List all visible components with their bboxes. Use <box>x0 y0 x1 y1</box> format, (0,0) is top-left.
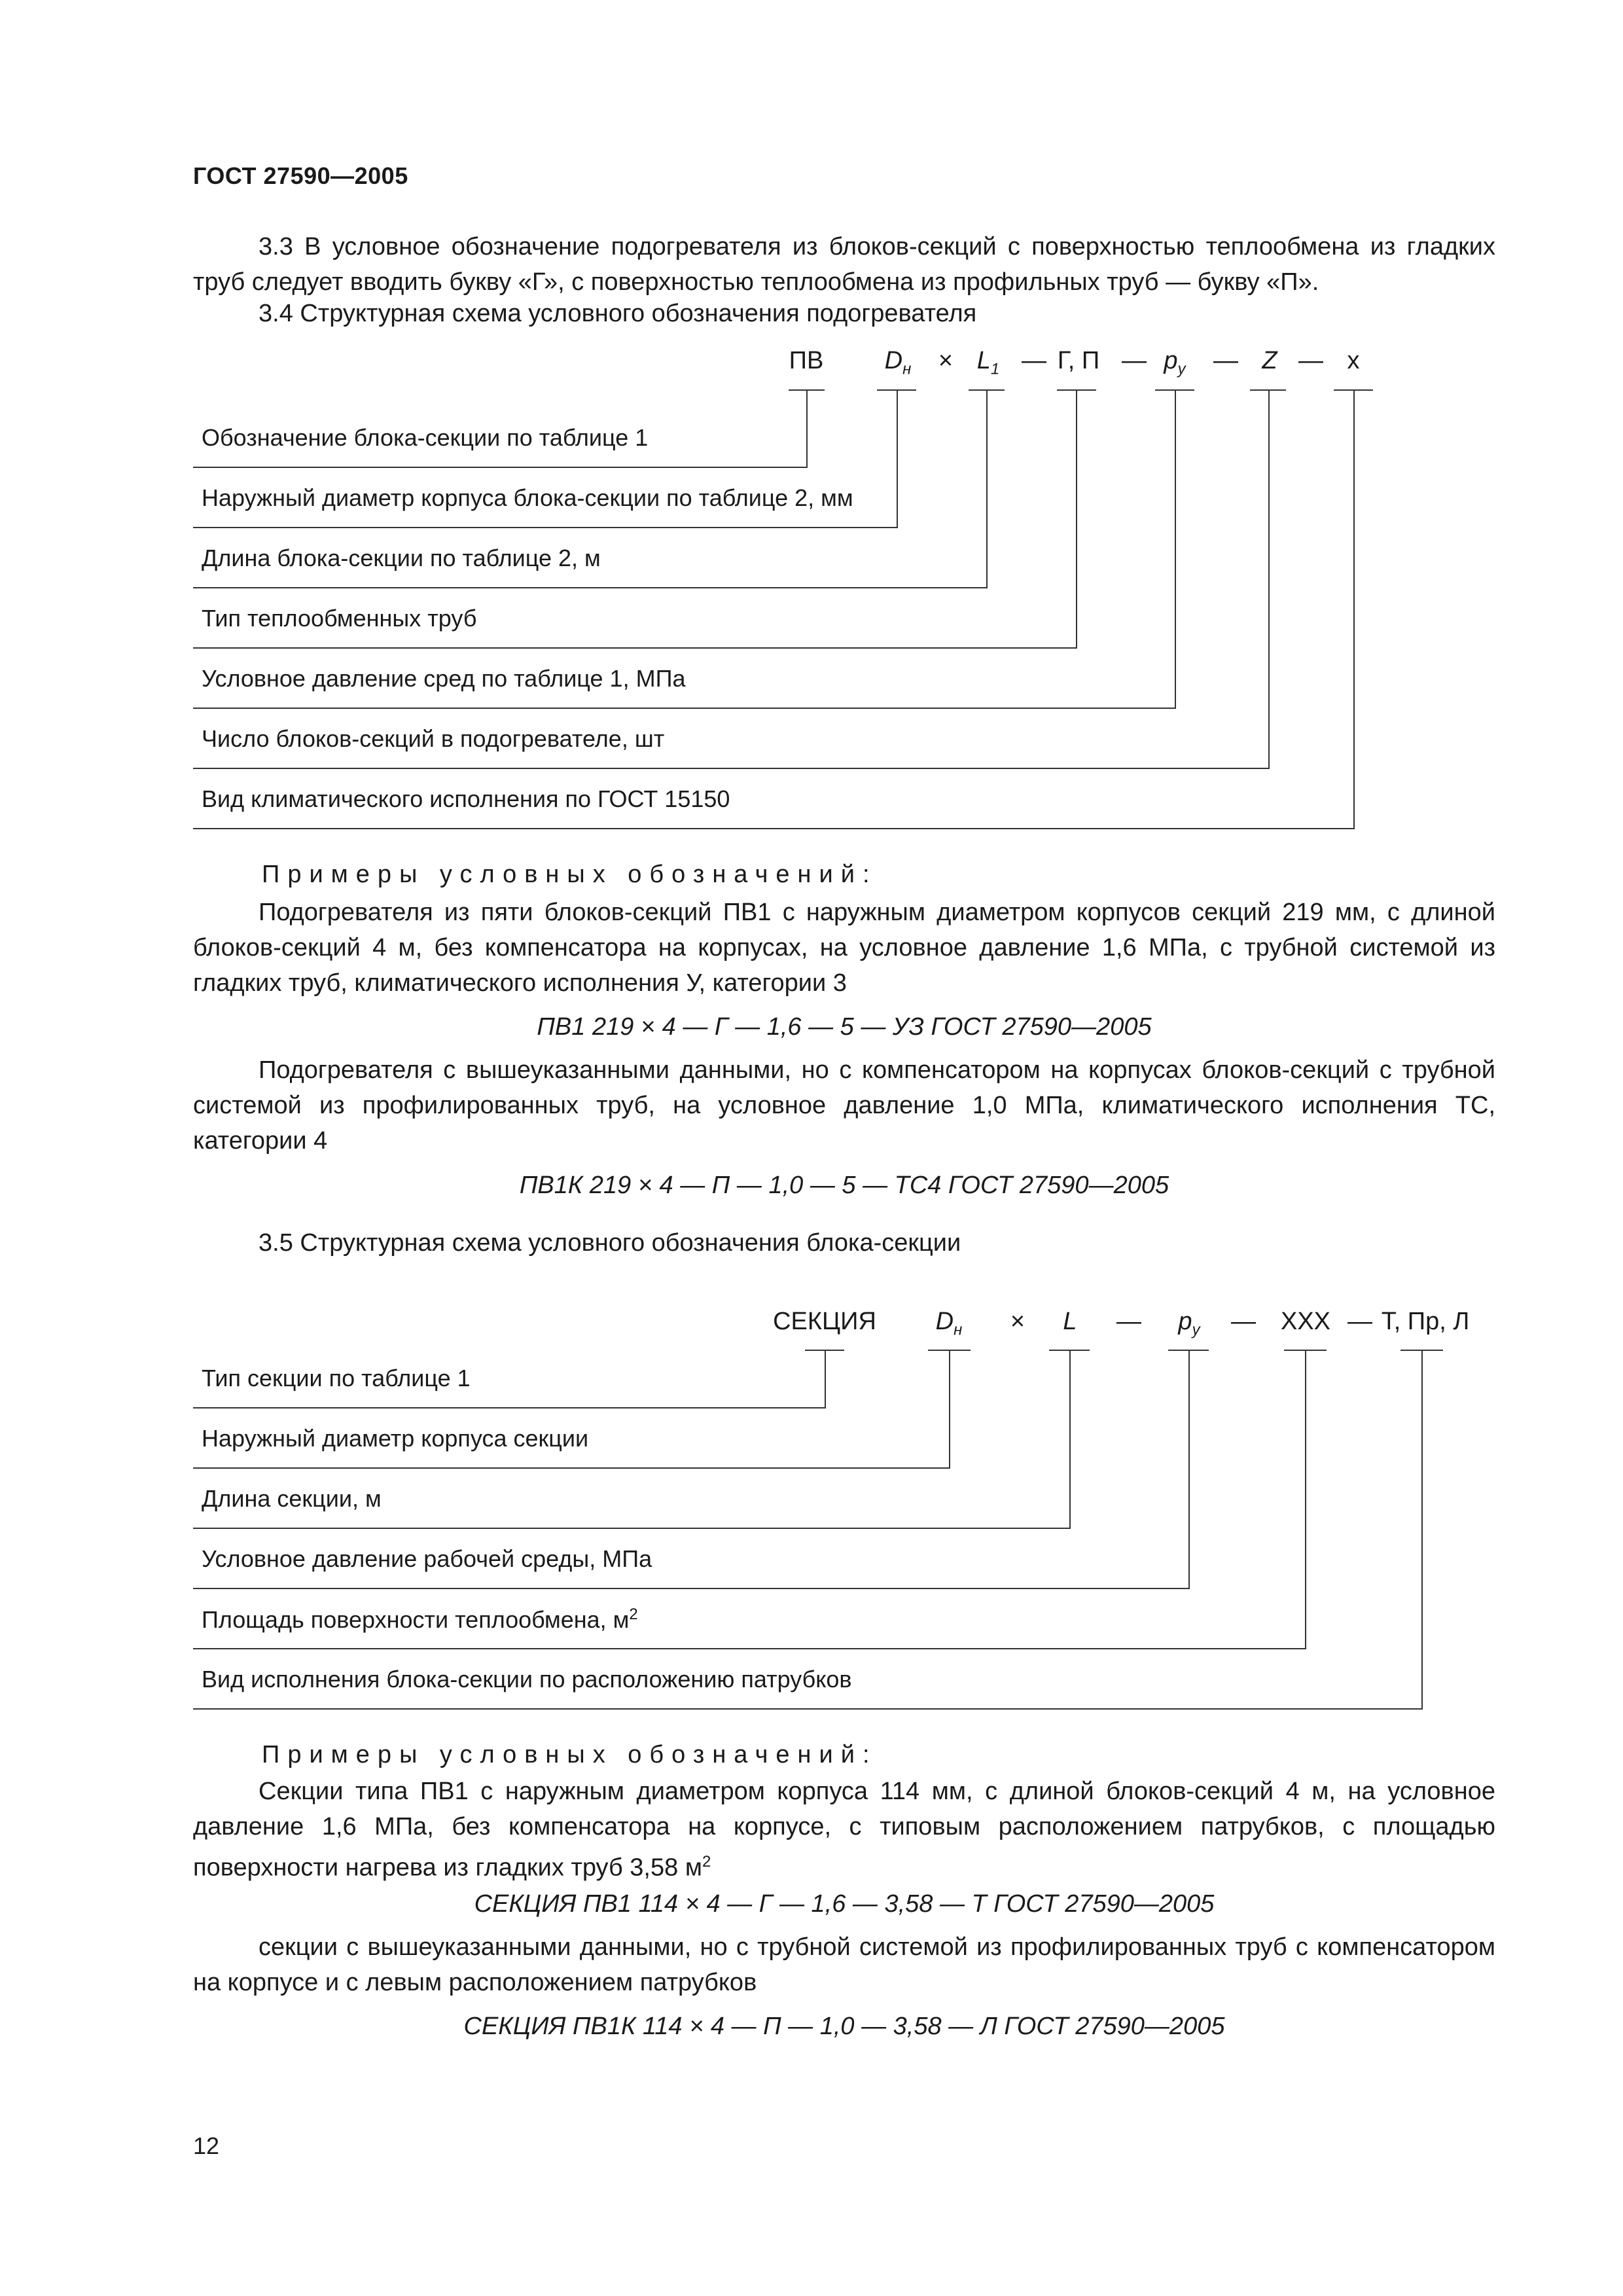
connector-p <box>1188 1350 1190 1588</box>
sym-dash-1: — <box>1022 347 1046 374</box>
example-formula: ПВ1 219 × 4 — Г — 1,6 — 5 — УЗ ГОСТ 27590—2005 <box>537 1013 1152 1041</box>
sym-length <box>977 347 1000 379</box>
diagram-label: Тип теплообменных труб <box>202 605 477 632</box>
diagram-label: Наружный диаметр корпуса блока-секции по таблице 2, мм <box>202 484 853 511</box>
connector-section <box>825 1350 826 1408</box>
sym-x: х <box>1347 347 1360 374</box>
diagram-label: Условное давление рабочей среды, МПа <box>202 1545 652 1572</box>
section-3-3-paragraph: 3.3 В условное обозначение подогревателя из блоков-секций с поверхностью теплообмена из гладких труб следует вводить букву «Г», с поверхностью теплообмена из профильных труб — букву «П». <box>193 233 1495 296</box>
leader-line-1 <box>193 467 808 468</box>
leader-line-5 <box>193 1648 1306 1649</box>
sym-d-subscript: н <box>902 360 912 378</box>
leader-line-4 <box>193 1588 1190 1589</box>
diagram-label: Наружный диаметр корпуса секции <box>202 1425 589 1452</box>
connector-gp <box>1076 390 1077 649</box>
sym-times: × <box>1010 1308 1026 1335</box>
diagram-label: Тип секции по таблице 1 <box>202 1365 471 1391</box>
sym-l-letter: L <box>976 347 991 374</box>
sym-d-letter: D <box>935 1308 954 1335</box>
diagram-label: Вид исполнения блока-секции по расположению патрубков <box>202 1666 852 1693</box>
example-formula: ПВ1К 219 × 4 — П — 1,0 — 5 — ТС4 ГОСТ 27590—2005 <box>519 1172 1169 1199</box>
leader-line-2 <box>193 527 898 528</box>
connector-l <box>1069 1350 1071 1528</box>
sym-p-subscript: у <box>1177 360 1186 378</box>
connector-l <box>986 390 988 588</box>
sym-xxx: ХХХ <box>1280 1308 1331 1335</box>
sym-pv: ПВ <box>789 347 824 374</box>
superscript: 2 <box>629 1605 638 1623</box>
leader-line-3 <box>193 1528 1071 1529</box>
diagram-label: Вид климатического исполнения по ГОСТ 15150 <box>202 785 730 812</box>
example-text-body: Секции типа ПВ1 с наружным диаметром корпуса 114 мм, с длиной блоков-секций 4 м, на условное давление 1,6 МПа, без компенсатора на корпусе, с типовым расположением патрубков, с площадью поверхности нагрева из гладких труб 3,58 м <box>193 1778 1495 1882</box>
diagram-label: Длина блока-секции по таблице 2, м <box>202 545 601 571</box>
sym-pressure <box>1164 347 1185 379</box>
connector-d <box>897 390 898 528</box>
leader-line-3 <box>193 587 988 588</box>
document-header: ГОСТ 27590—2005 <box>193 162 408 189</box>
sym-d-subscript: н <box>954 1321 963 1339</box>
connector-d <box>949 1350 950 1468</box>
sym-tprl: Т, Пр, Л <box>1381 1308 1470 1335</box>
superscript: 2 <box>702 1853 711 1871</box>
leader-line-1 <box>193 1407 826 1408</box>
leader-line-7 <box>193 828 1355 829</box>
connector-x <box>1353 390 1355 829</box>
sym-dash-3: — <box>1347 1308 1372 1335</box>
sym-l-subscript: 1 <box>990 360 1000 378</box>
example-text: секции с вышеуказанными данными, но с трубной системой из профилированных труб с компенсатором на корпусе и с левым расположением патрубков <box>193 1933 1495 1996</box>
diagram-label-text: Площадь поверхности теплообмена, м <box>202 1606 630 1633</box>
connector-tprl <box>1421 1350 1423 1709</box>
section-3-4-heading: 3.4 Структурная схема условного обозначения подогревателя <box>259 300 977 327</box>
diagram-label: Обозначение блока-секции по таблице 1 <box>202 424 649 451</box>
sym-p-letter: p <box>1178 1308 1192 1335</box>
leader-line-6 <box>193 768 1270 769</box>
example-text: Подогревателя с вышеуказанными данными, но с компенсатором на корпусах блоков-секций с трубной системой из профилированных труб, на условное давление 1,0 МПа, климатического исполнения ТС, категории 4 <box>193 1056 1495 1155</box>
diagram-label: Длина секции, м <box>202 1485 382 1512</box>
diagram-label: Число блоков-секций в подогревателе, шт <box>202 725 665 752</box>
sym-dash-3: — <box>1213 347 1238 374</box>
leader-line-2 <box>193 1467 950 1469</box>
sym-outer-diameter <box>885 347 912 379</box>
sym-tube-type: Г, П <box>1057 347 1100 374</box>
sym-d-letter: D <box>884 347 903 374</box>
section-3-5-heading: 3.5 Структурная схема условного обозначения блока-секции <box>259 1229 961 1257</box>
page-number: 12 <box>193 2132 220 2159</box>
sym-dash-2: — <box>1122 347 1147 374</box>
sym-dash-1: — <box>1116 1308 1141 1335</box>
connector-z <box>1268 390 1270 769</box>
connector-p <box>1175 390 1176 709</box>
sym-length: L <box>1063 1308 1077 1335</box>
diagram-label: Условное давление сред по таблице 1, МПа <box>202 665 686 692</box>
sym-outer-diameter <box>936 1308 963 1340</box>
sym-pressure <box>1178 1308 1200 1340</box>
examples-heading: Примеры условных обозначений: <box>262 1741 878 1768</box>
leader-line-5 <box>193 708 1176 709</box>
diagram-label <box>202 1605 638 1634</box>
sym-z: Z <box>1262 347 1277 374</box>
leader-line-4 <box>193 647 1077 649</box>
examples-heading: Примеры условных обозначений: <box>262 861 878 888</box>
example-text <box>193 1774 1495 1886</box>
leader-line-6 <box>193 1708 1423 1710</box>
example-formula: СЕКЦИЯ ПВ1 114 × 4 — Г — 1,6 — 3,58 — Т ГОСТ 27590—2005 <box>474 1890 1215 1918</box>
sym-section: СЕКЦИЯ <box>773 1308 876 1335</box>
sym-p-letter: p <box>1164 347 1178 374</box>
sym-dash-4: — <box>1298 347 1323 374</box>
sym-times: × <box>938 347 954 374</box>
sym-p-subscript: у <box>1192 1321 1200 1339</box>
example-text: Подогревателя из пяти блоков-секций ПВ1 с наружным диаметром корпусов секций 219 мм, с длиной блоков-секций 4 м, без компенсатора на корпусах, на условное давление 1,6 МПа, с трубной системой из гладких труб, климатического исполнения У, категории 3 <box>193 899 1495 997</box>
sym-dash-2: — <box>1231 1308 1256 1335</box>
connector-pv <box>806 390 808 467</box>
connector-xxx <box>1305 1350 1306 1649</box>
example-formula: СЕКЦИЯ ПВ1К 114 × 4 — П — 1,0 — 3,58 — Л ГОСТ 27590—2005 <box>463 2013 1225 2040</box>
